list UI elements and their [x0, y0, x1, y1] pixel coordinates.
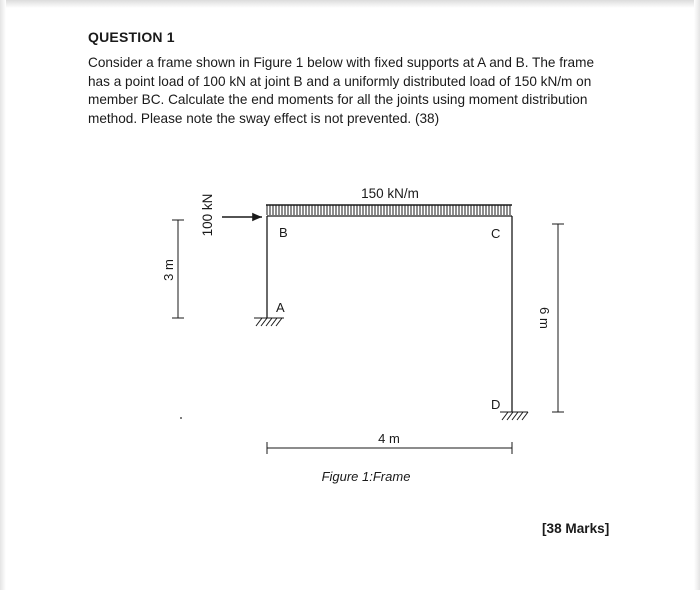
udl-label: 150 kN/m: [361, 186, 419, 201]
joint-label-c: C: [491, 226, 501, 241]
joint-label-a: A: [276, 300, 285, 315]
left-height-label: 3 m: [161, 259, 176, 281]
dimension-right-height: [552, 224, 564, 412]
joint-label-b: B: [279, 225, 288, 240]
right-height-label: 6 m: [537, 307, 552, 329]
marks-total: [38 Marks]: [542, 521, 610, 536]
span-label: 4 m: [378, 431, 400, 446]
stray-mark: [180, 417, 182, 419]
figure-caption: Figure 1:Frame: [321, 469, 411, 484]
joint-label-d: D: [491, 397, 501, 412]
udl-load: [266, 205, 512, 215]
question-text: Consider a frame shown in Figure 1 below with fixed supports at A and B. The frame has a point load of 100 kN at joint B and a uniformly distributed load of 150 kN/m on member BC. Calculate the end moments for all the joints using moment distribution method. Please note the sway effect is not prevented. (38): [88, 55, 595, 126]
fixed-support-d: [500, 412, 528, 420]
frame-members: [267, 216, 512, 412]
point-load-label: 100 kN: [200, 193, 215, 237]
question-heading: QUESTION 1: [88, 29, 175, 45]
fixed-support-a: [254, 318, 284, 326]
